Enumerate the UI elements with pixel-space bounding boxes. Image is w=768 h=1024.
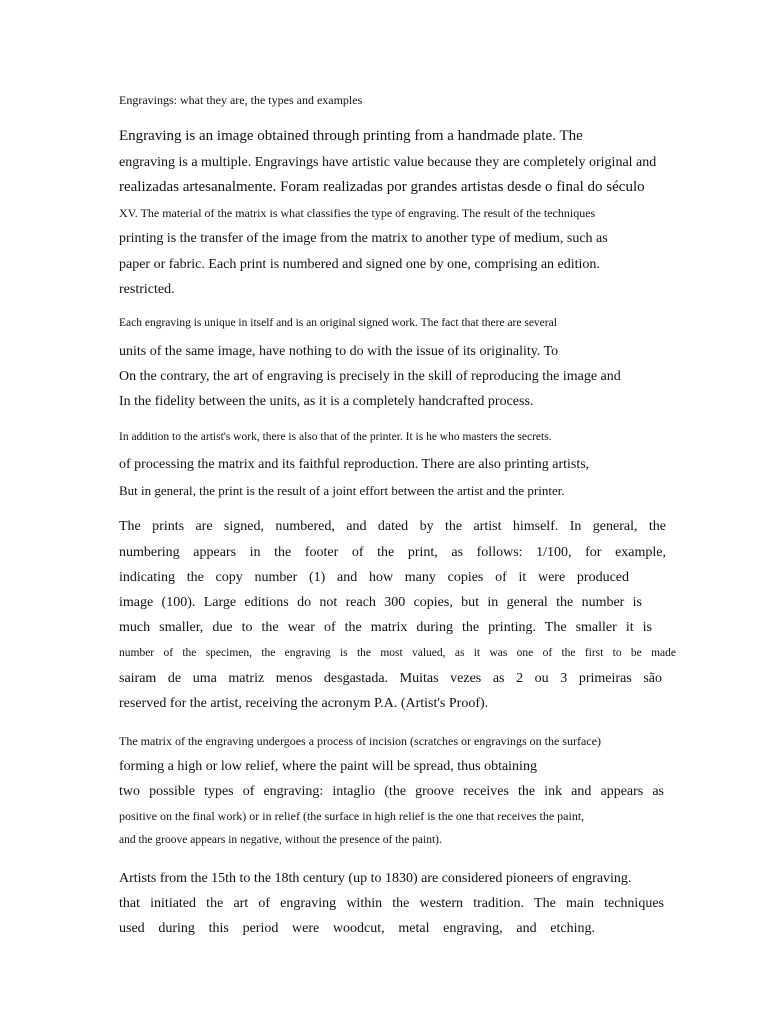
paragraph-line: restricted. bbox=[119, 282, 175, 297]
document-title: Engravings: what they are, the types and examples bbox=[119, 93, 363, 107]
paragraph-line: In addition to the artist's work, there is also that of the printer. It is he who masters the secrets. bbox=[119, 431, 552, 443]
paragraph-line: On the contrary, the art of engraving is precisely in the skill of reproducing the image and bbox=[119, 369, 621, 384]
paragraph-line: units of the same image, have nothing to do with the issue of its originality. To bbox=[119, 344, 559, 359]
paragraph-line: XV. The material of the matrix is what classifies the type of engraving. The result of the techniques bbox=[119, 206, 596, 220]
paragraph-line: printing is the transfer of the image from the matrix to another type of medium, such as bbox=[119, 231, 608, 246]
paragraph-line: Engraving is an image obtained through printing from a handmade plate. The bbox=[119, 128, 583, 144]
paragraph-line: engraving is a multiple. Engravings have artistic value because they are completely original and bbox=[119, 155, 657, 170]
paragraph-line: realizadas artesanalmente. Foram realizadas por grandes artistas desde o final do século bbox=[119, 179, 645, 195]
paragraph-line: and the groove appears in negative, without the presence of the paint). bbox=[119, 834, 442, 846]
paragraph-line: used during this period were woodcut, metal engraving, and etching. bbox=[119, 921, 595, 936]
paragraph-line: Each engraving is unique in itself and is an original signed work. The fact that there are several bbox=[119, 317, 557, 329]
paragraph-line: paper or fabric. Each print is numbered and signed one by one, comprising an edition. bbox=[119, 257, 600, 272]
paragraph-line: of processing the matrix and its faithful reproduction. There are also printing artists, bbox=[119, 457, 590, 472]
paragraph-line: positive on the final work) or in relief (the surface in high relief is the one that receives the paint, bbox=[119, 809, 585, 823]
paragraph-line: numbering appears in the footer of the print, as follows: 1/100, for example, bbox=[119, 545, 666, 560]
paragraph-line: Artists from the 15th to the 18th century (up to 1830) are considered pioneers of engraving. bbox=[119, 871, 632, 886]
paragraph-line: reserved for the artist, receiving the acronym P.A. (Artist's Proof). bbox=[119, 696, 489, 711]
paragraph-line: In the fidelity between the units, as it is a completely handcrafted process. bbox=[119, 394, 534, 409]
paragraph-line: indicating the copy number (1) and how many copies of it were produced bbox=[119, 570, 629, 585]
paragraph-line: forming a high or low relief, where the paint will be spread, thus obtaining bbox=[119, 759, 537, 774]
paragraph-line: The prints are signed, numbered, and dated by the artist himself. In general, the bbox=[119, 519, 666, 534]
paragraph-line: The matrix of the engraving undergoes a process of incision (scratches or engravings on the surface) bbox=[119, 734, 601, 748]
paragraph-line: sairam de uma matriz menos desgastada. Muitas vezes as 2 ou 3 primeiras são bbox=[119, 671, 662, 686]
paragraph-line: But in general, the print is the result of a joint effort between the artist and the printer. bbox=[119, 483, 565, 498]
paragraph-line: image (100). Large editions do not reach 300 copies, but in general the number is bbox=[119, 595, 642, 610]
paragraph-line: two possible types of engraving: intaglio (the groove receives the ink and appears as bbox=[119, 784, 664, 799]
paragraph-line: number of the specimen, the engraving is the most valued, as it was one of the first to be made bbox=[119, 647, 676, 659]
paragraph-line: that initiated the art of engraving within the western tradition. The main techniques bbox=[119, 896, 664, 911]
paragraph-line: much smaller, due to the wear of the matrix during the printing. The smaller it is bbox=[119, 620, 652, 635]
